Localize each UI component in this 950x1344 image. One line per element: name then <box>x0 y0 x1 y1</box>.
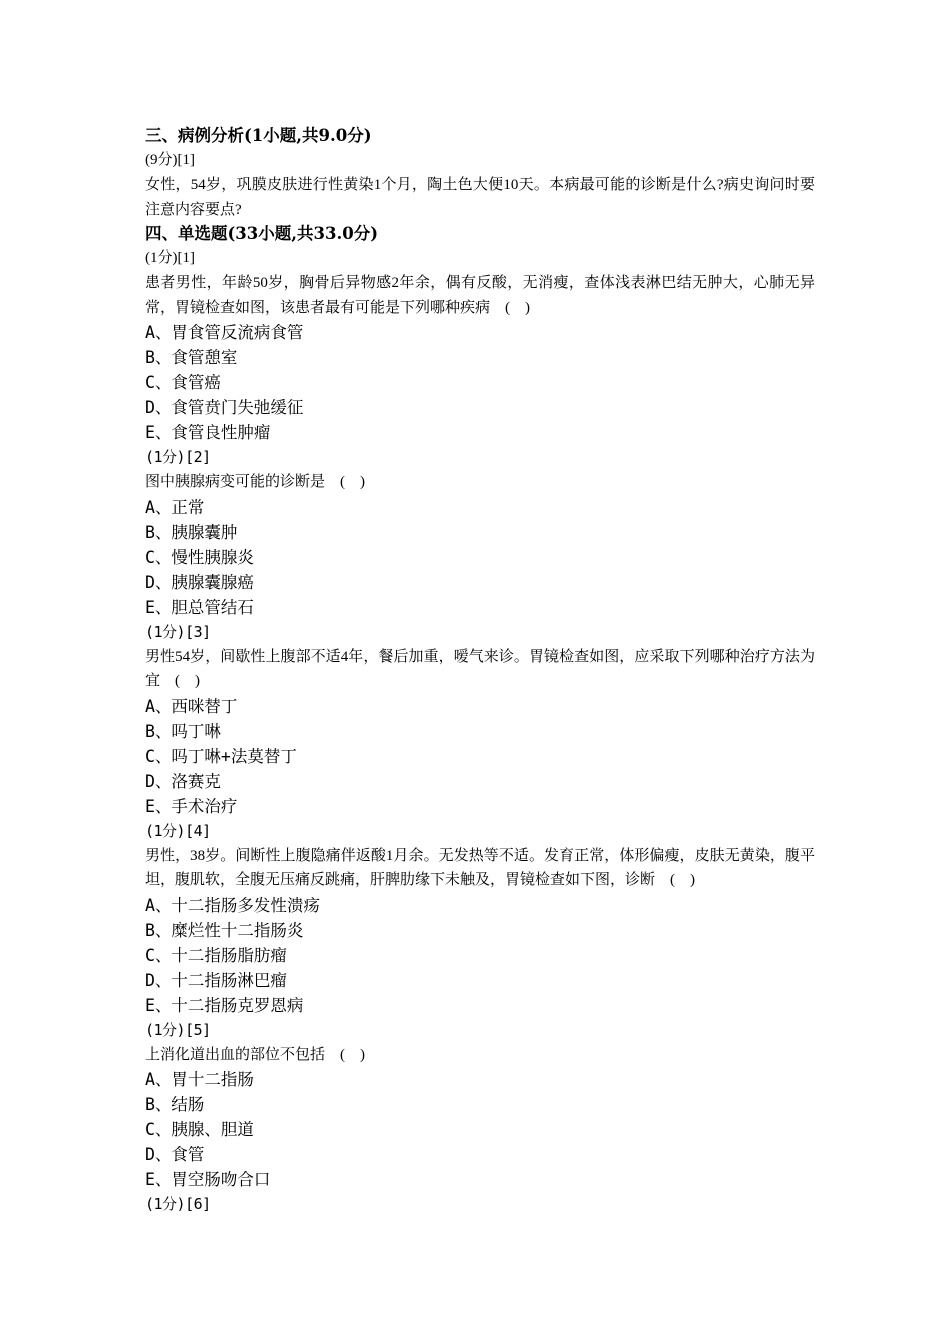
option-e: E、胆总管结石 <box>145 597 254 617</box>
option-b: B、结肠 <box>145 1095 205 1114</box>
option-d: D、胰腺囊腺癌 <box>145 572 254 592</box>
option-e: E、食管良性肿瘤 <box>145 423 271 442</box>
question-stem: 男性54岁，间歇性上腹部不适4年，餐后加重，嗳气来诊。胃镜检查如图，应采取下列哪种治疗方法为宜 ( ) <box>145 648 815 689</box>
question-score: (9分)[1] <box>145 152 195 168</box>
question-stem: 男性，38岁。间断性上腹隐痛伴返酸1月余。无发热等不适。发育正常，体形偏瘦，皮肤无黄染，腹平坦，腹肌软，全腹无压痛反跳痛，肝脾肋缘下未触及，胃镜检查如下图，诊断 ( ) <box>145 847 815 888</box>
option-c: C、十二指肠脂肪瘤 <box>145 945 287 965</box>
option-d: D、洛赛克 <box>145 771 221 791</box>
question-score: (1分)[6] <box>145 1195 211 1213</box>
option-c: C、吗丁啉+法莫替丁 <box>145 746 297 766</box>
option-b: B、食管憩室 <box>145 348 238 367</box>
option-c: C、胰腺、胆道 <box>145 1120 254 1139</box>
option-a: A、正常 <box>145 497 205 517</box>
question-score: (1分)[3] <box>145 622 211 641</box>
question-score: (1分)[2] <box>145 448 211 466</box>
section-title-single-choice: 四、单选题(33小题,共33.0分) <box>145 224 379 243</box>
question-stem: 患者男性，年龄50岁，胸骨后异物感2年余，偶有反酸，无消瘦，查体浅表淋巴结无肿大，心肺无异常，胃镜检查如图，该患者最有可能是下列哪种疾病 ( ) <box>145 275 815 316</box>
document-page <box>145 124 815 1217</box>
option-a: A、西咪替丁 <box>145 696 238 716</box>
option-b: B、糜烂性十二指肠炎 <box>145 920 304 940</box>
option-e: E、胃空肠吻合口 <box>145 1170 271 1189</box>
question-score: (1分)[5] <box>145 1020 211 1039</box>
question-stem: 上消化道出血的部位不包括 ( ) <box>145 1046 365 1063</box>
question-score: (1分)[1] <box>145 250 195 266</box>
option-d: D、食管贲门失弛缓征 <box>145 398 304 417</box>
question-stem: 图中胰腺病变可能的诊断是 ( ) <box>145 474 365 490</box>
question-score: (1分)[4] <box>145 821 211 840</box>
option-e: E、手术治疗 <box>145 796 238 816</box>
option-c: C、慢性胰腺炎 <box>145 547 254 567</box>
question-stem: 女性，54岁，巩膜皮肤进行性黄染1个月，陶土色大便10天。本病最可能的诊断是什么?病史询问时要注意内容要点? <box>145 177 815 218</box>
section-title-case-analysis: 三、病例分析(1小题,共9.0分) <box>145 126 372 145</box>
option-b: B、吗丁啉 <box>145 721 221 741</box>
option-a: A、胃十二指肠 <box>145 1070 254 1089</box>
option-a: A、十二指肠多发性溃疡 <box>145 895 320 915</box>
option-d: D、食管 <box>145 1145 205 1164</box>
option-d: D、十二指肠淋巴瘤 <box>145 970 287 990</box>
option-e: E、十二指肠克罗恩病 <box>145 995 304 1015</box>
option-c: C、食管癌 <box>145 373 221 392</box>
option-a: A、胃食管反流病食管 <box>145 323 304 342</box>
option-b: B、胰腺囊肿 <box>145 522 238 542</box>
